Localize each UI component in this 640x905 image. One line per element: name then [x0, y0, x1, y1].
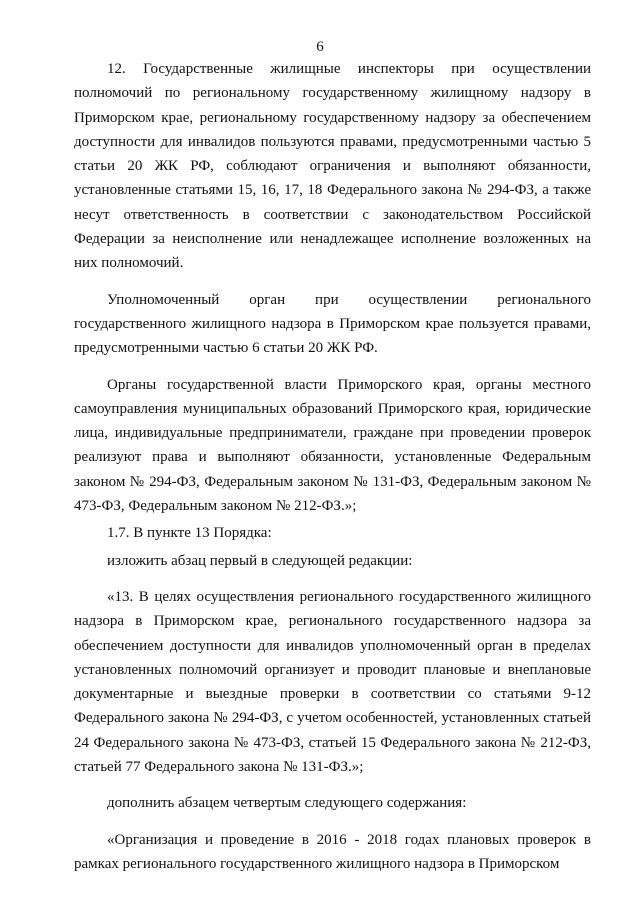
paragraph-state-bodies-obligations: Органы государственной власти Приморского края, органы местного самоуправления муниципальных образований Приморского края, юридические лица, индивидуальные предприниматели, граждане при проведении проверок реализуют права и выполняют обязанности, установленные Федеральным законом № 294-ФЗ, Федеральным законом № 131-ФЗ, Федеральным законом № 473-ФЗ, Федеральным законом № 212-ФЗ.»;	[74, 376, 591, 515]
paragraph-item-13-new-wording: «13. В целях осуществления регионального государственного жилищного надзора в Приморском крае, регионального государственного надзора за обеспечением доступности для инвалидов уполномоченный орган в пределах установленных полномочий организует и проводит плановые и внеплановые документарные и выездные проверки в соответствии со статьями 9-12 Федерального закона № 294-ФЗ, с учетом особенностей, установленных статьей 24 Федерального закона № 473-ФЗ, статьей 15 Федерального закона № 212-ФЗ, статьей 77 Федерального закона № 131-ФЗ.»;	[74, 588, 591, 776]
page-number: 6	[316, 39, 324, 55]
paragraph-inspections-2016-2018: «Организация и проведение в 2016 - 2018 годах плановых проверок в рамках регионального государственного жилищного надзора в Приморском	[74, 831, 591, 872]
paragraph-authorized-body-rights: Уполномоченный орган при осуществлении регионального государственного жилищного надзора в Приморском крае пользуется правами, предусмотренными частью 6 статьи 20 ЖК РФ.	[74, 291, 591, 357]
paragraph-amend-first-subparagraph: изложить абзац первый в следующей редакции:	[107, 552, 413, 569]
paragraph-add-fourth-subparagraph: дополнить абзацем четвертым следующего содержания:	[107, 795, 467, 812]
document-body	[74, 57, 591, 876]
paragraph-item-12: 12. Государственные жилищные инспекторы при осуществлении полномочий по региональному государственному жилищному надзору в Приморском крае, региональному государственному надзору за обеспечением доступности для инвалидов пользуются правами, предусмотренными частью 5 статьи 20 ЖК РФ, соблюдают ограничения и выполняют обязанности, установленные статьями 15, 16, 17, 18 Федерального закона № 294-ФЗ, а также несут ответственность в соответствии с законодательством Российской Федерации за неисполнение или ненадлежащее исполнение возложенных на них полномочий.	[74, 61, 591, 272]
paragraph-clause-1-7: 1.7. В пункте 13 Порядка:	[107, 525, 272, 542]
